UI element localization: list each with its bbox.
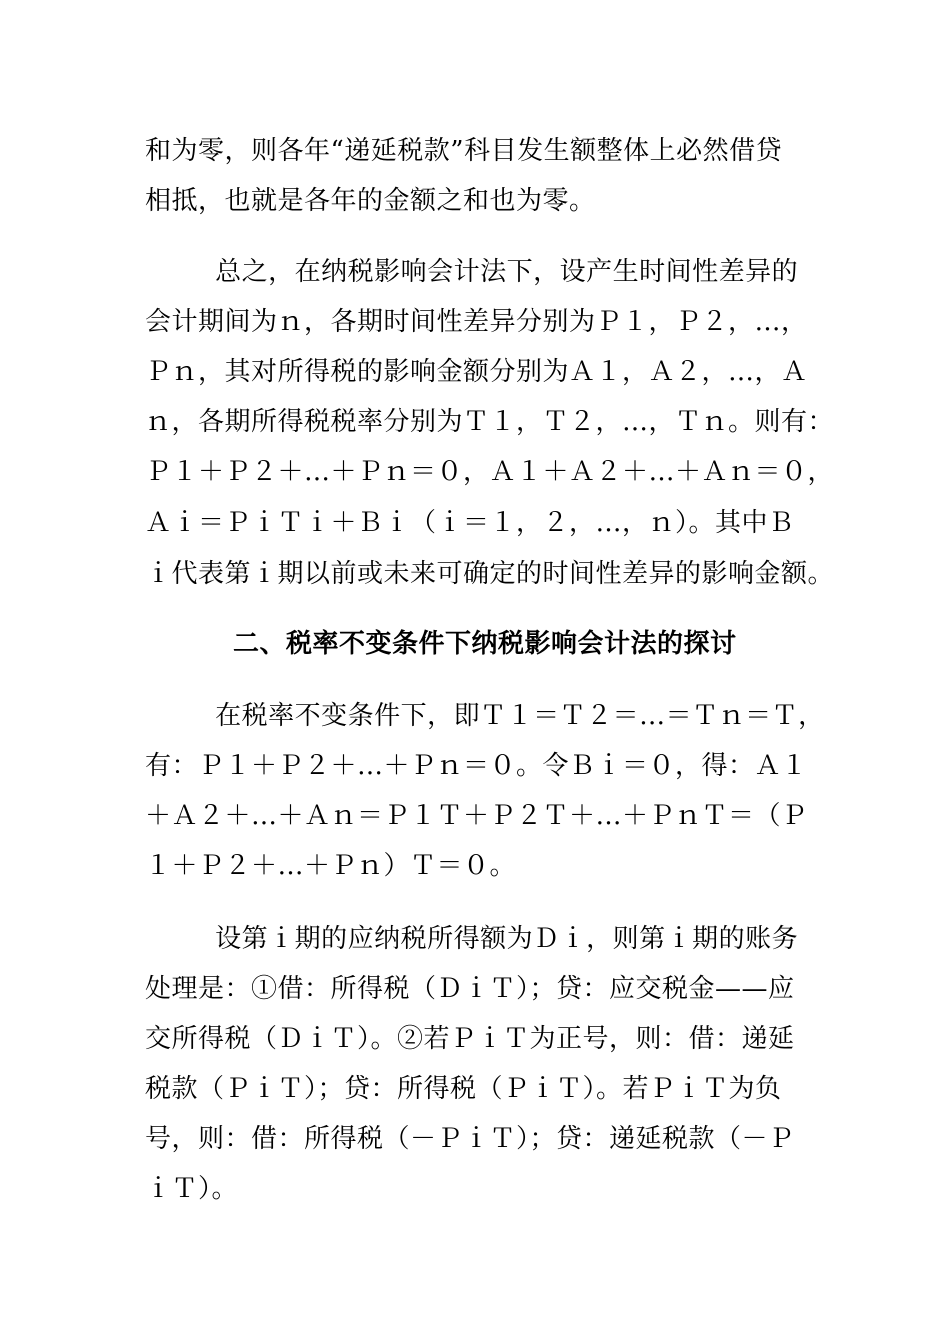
text-line: 设第ｉ期的应纳税所得额为Ｄｉ，则第ｉ期的账务 [145,924,799,954]
text-line: 相抵，也就是各年的金额之和也为零。 [145,186,596,216]
text-line: 有：Ｐ１＋Ｐ２＋…＋Ｐｎ＝０。令Ｂｉ＝０，得：Ａ１ [145,751,808,781]
text-line: ｉ代表第ｉ期以前或未来可确定的时间性差异的影响金额。 [145,559,835,589]
text-line: 税款（ＰｉＴ）；贷：所得税（ＰｉＴ）。若ＰｉＴ为负 [145,1074,782,1104]
text-line: 在税率不变条件下，即Ｔ１＝Ｔ２＝…＝Ｔｎ＝Ｔ， [145,701,825,731]
text-line: 号，则：借：所得税（－ＰｉＴ）；贷：递延税款（－Ｐ [145,1124,795,1154]
text-line: ｉＴ）。 [145,1174,239,1204]
text-line: Ａｉ＝ＰｉＴｉ＋Ｂｉ（ｉ＝１，２，…，ｎ）。其中Ｂ [145,508,795,538]
text-line: 会计期间为ｎ，各期时间性差异分别为Ｐ１，Ｐ２，…， [145,307,808,337]
text-line: ｎ，各期所得税税率分别为Ｔ１，Ｔ２，…，Ｔｎ。则有： [145,407,835,437]
text-line: 和为零，则各年“递延税款”科目发生额整体上必然借贷 [145,136,783,166]
section-heading: 二、税率不变条件下纳税影响会计法的探讨 [233,629,737,659]
text-line: １＋Ｐ２＋…＋Ｐｎ）Ｔ＝０。 [145,851,517,881]
text-line: 总之，在纳税影响会计法下，设产生时间性差异的 [145,257,799,287]
text-line: 处理是：①借：所得税（ＤｉＴ）；贷：应交税金——应 [145,974,795,1004]
text-line: ＋Ａ２＋…＋Ａｎ＝Ｐ１Ｔ＋Ｐ２Ｔ＋…＋ＰｎＴ＝（Ｐ [145,801,808,831]
text-line: Ｐｎ，其对所得税的影响金额分别为Ａ１，Ａ２，…，Ａ [145,357,808,387]
text-line: 交所得税（ＤｉＴ）。②若ＰｉＴ为正号，则：借：递延 [145,1024,795,1054]
text-line: Ｐ１＋Ｐ２＋…＋Ｐｎ＝０，Ａ１＋Ａ２＋…＋Ａｎ＝０， [145,457,835,487]
